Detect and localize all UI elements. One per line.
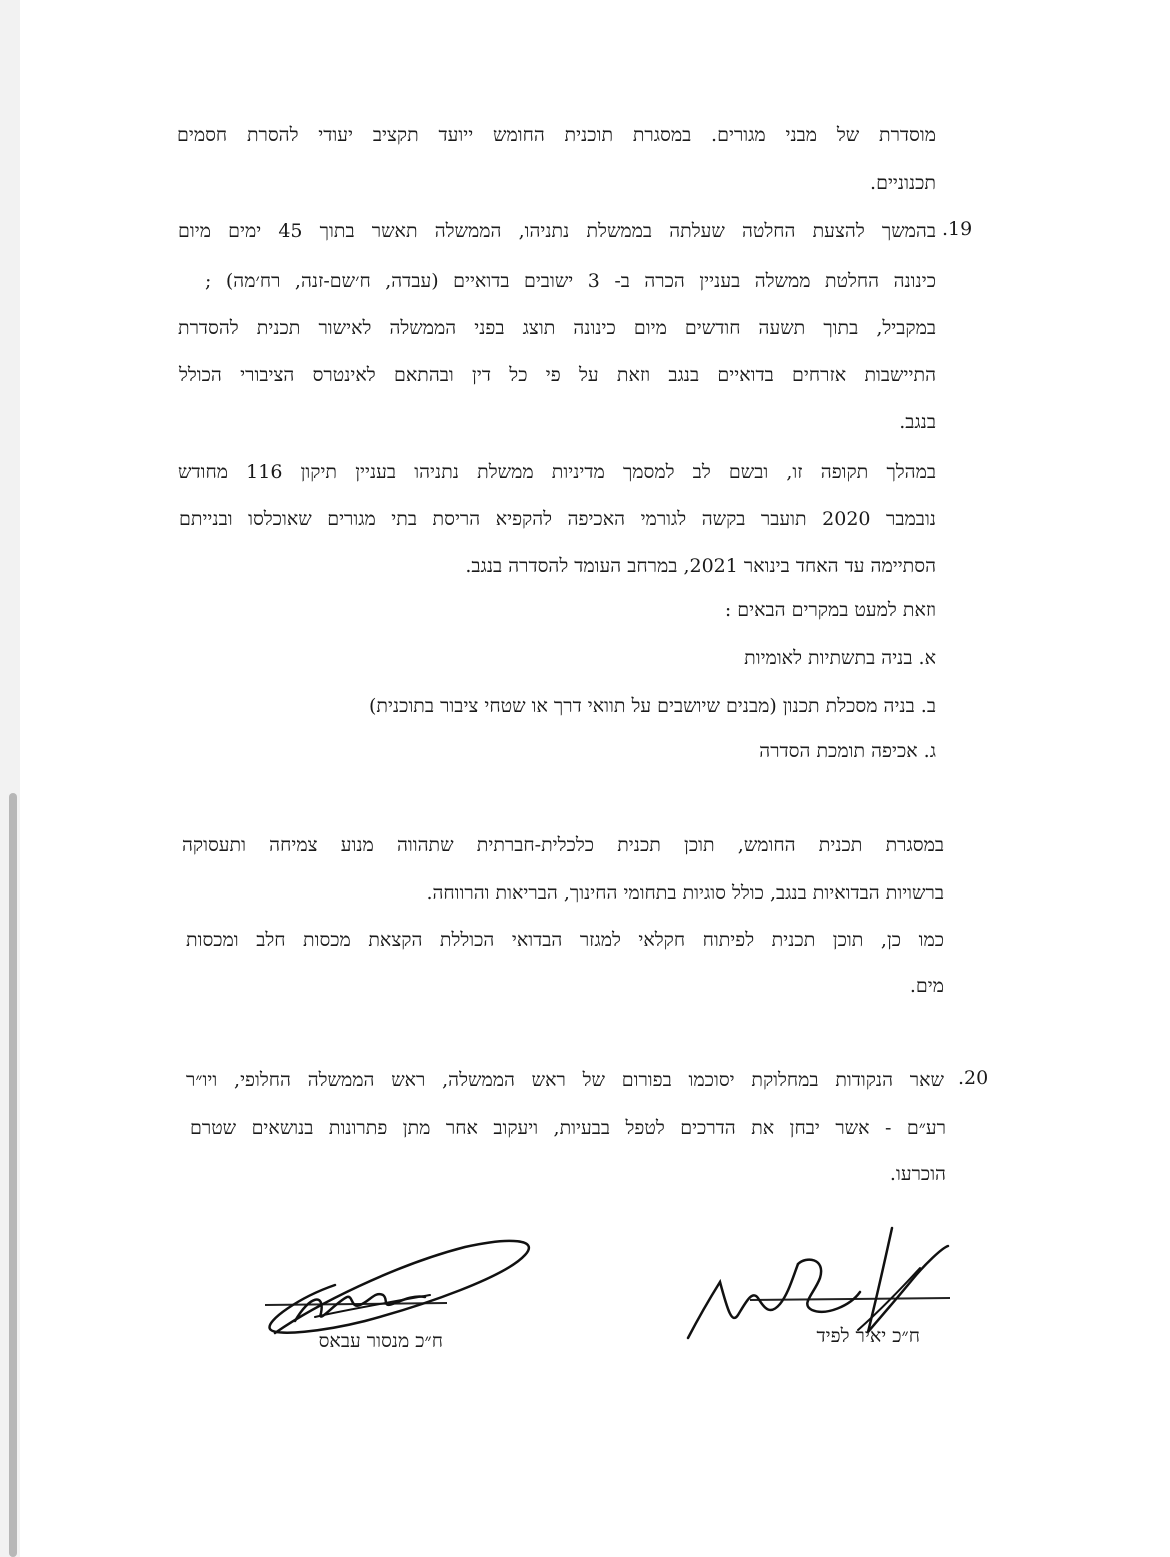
list-item: ב. בניה מסכלת תכנון (מבנים שיושבים על תוואי דרך או שטחי ציבור בתוכנית): [369, 695, 936, 717]
signature-left-image: [255, 1225, 545, 1345]
text-line: במסגרת תכנית החומש, תוכן תכנית כלכלית-חברתית שתהווה מנוע צמיחה ותעסוקה: [182, 834, 944, 856]
list-item: א. בניה בתשתיות לאומיות: [744, 647, 936, 669]
text-line: ברשויות הבדואיות בנגב, כולל סוגיות בתחומי החינוך, הבריאות והרווחה.: [426, 882, 944, 904]
scrollbar-thumb[interactable]: [9, 793, 17, 1557]
text-line: רע״ם - אשר יבחן את הדרכים לטפל בבעיות, ויעקוב אחר מתן פתרונות בנושאים שטרם: [190, 1117, 946, 1139]
text-line: הוכרעו.: [889, 1163, 946, 1185]
text-line: בהמשך להצעת החלטה שעלתה בממשלת נתניהו, הממשלה תאשר בתוך 45 ימים מיום: [178, 220, 936, 242]
text-line: כינונה החלטת ממשלה בעניין הכרה ב- 3 ישובים בדואיים (עבדה, ח׳שם-זנה, רח׳מה) ;: [205, 270, 936, 292]
text-line: במקביל, בתוך תשעה חודשים מיום כינונה תוצג בפני הממשלה לאישור תכנית להסדרת: [178, 317, 936, 339]
list-intro: וזאת למעט במקרים הבאים :: [724, 599, 936, 621]
list-item: ג. אכיפה תומכת הסדרה: [759, 740, 936, 762]
text-line: התיישבות אזרחים בדואיים בנגב וזאת על פי כל דין ובהתאם לאינטרס הציבורי הכולל: [179, 364, 936, 386]
text-line: במהלך תקופה זו, ובשם לב למסמך מדיניות ממשלת נתניהו בעניין תיקון 116 מחודש: [178, 461, 937, 483]
section-number: .19: [942, 218, 973, 240]
section-number: .20: [958, 1067, 989, 1089]
text-line: נובמבר 2020 תועבר בקשה לגורמי האכיפה להקפיא הריסת בתי מגורים שאוכלסו ובנייתם: [179, 508, 936, 530]
scrollbar-track[interactable]: [0, 0, 20, 1557]
text-line: מים.: [909, 975, 944, 997]
text-line: תכנוניים.: [870, 172, 936, 194]
signature-left-name: ח״כ מנסור עבאס: [318, 1330, 443, 1352]
text-line: מוסדרת של מבני מגורים. במסגרת תוכנית החומש ייועד תקציב יעודי להסרת חסמים: [177, 124, 936, 146]
text-line: שאר הנקודות במחלוקת יסוכמו בפורום של ראש הממשלה, ראש הממשלה החלופי, ויו״ר: [186, 1069, 944, 1091]
signature-right-name: ח״כ יאיר לפיד: [816, 1325, 920, 1347]
text-line: הסתיימה עד האחד בינואר 2021, במרחב העומד להסדרה בנגב.: [465, 555, 936, 577]
text-line: כמו כן, תוכן תכנית לפיתוח חקלאי למגזר הבדואי הכוללת הקצאת מכסות חלב ומכסות: [186, 929, 944, 951]
text-line: בנגב.: [899, 411, 936, 433]
